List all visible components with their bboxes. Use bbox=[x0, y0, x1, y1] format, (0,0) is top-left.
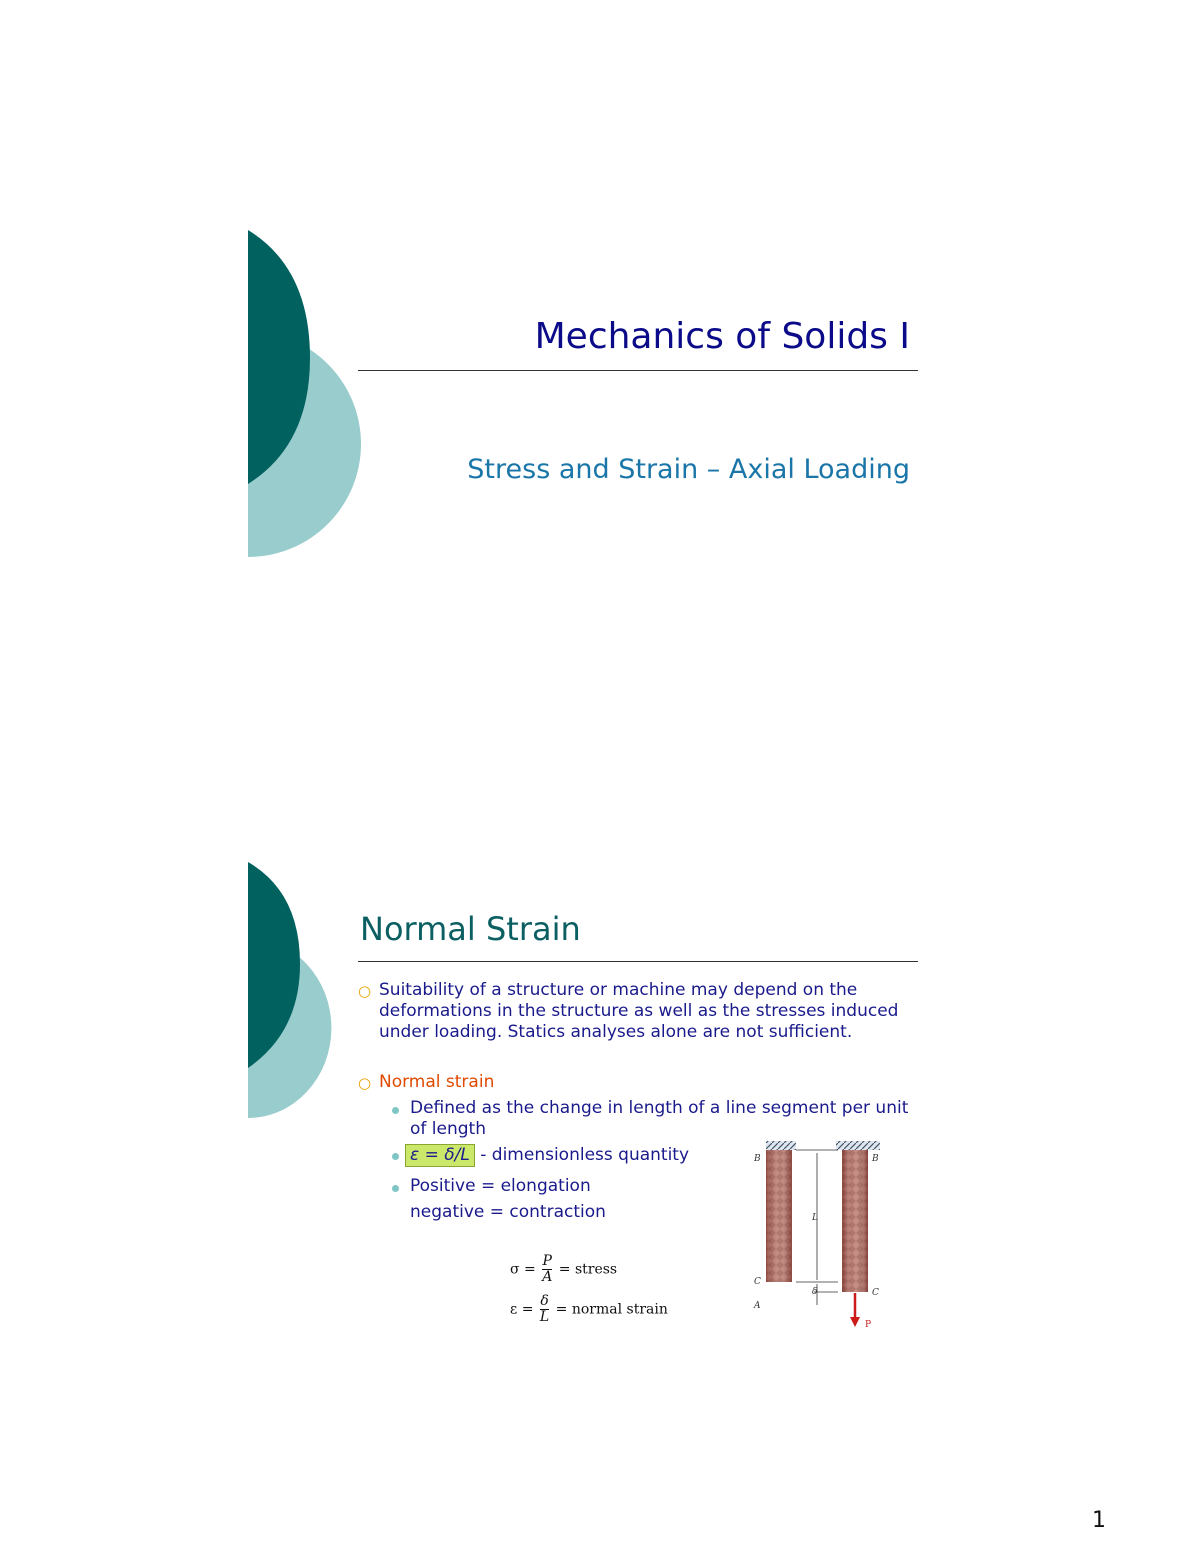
sub-bullet-marker bbox=[392, 1185, 399, 1192]
bullet-marker: ○ bbox=[358, 982, 372, 1000]
strain-lhs: ε = bbox=[510, 1301, 534, 1318]
dimensionless-text: - dimensionless quantity bbox=[480, 1145, 690, 1165]
stress-numerator: P bbox=[542, 1253, 552, 1269]
strain-denominator: L bbox=[539, 1309, 550, 1325]
label-b-right: B bbox=[872, 1154, 879, 1164]
sub-bullet-marker bbox=[392, 1107, 399, 1114]
strain-fraction bbox=[540, 1294, 549, 1325]
stress-formula bbox=[510, 1254, 617, 1285]
decorative-circles bbox=[248, 230, 348, 560]
stress-label: = stress bbox=[558, 1261, 618, 1278]
page-number: 1 bbox=[1092, 1508, 1106, 1533]
normal-strain-slide bbox=[248, 862, 928, 1342]
slide-title: Normal Strain bbox=[360, 910, 581, 948]
strain-equation-box: ε = δ/L bbox=[405, 1144, 475, 1167]
label-c-right: C bbox=[872, 1288, 879, 1298]
stress-denominator: A bbox=[542, 1269, 553, 1285]
strain-numerator: δ bbox=[540, 1293, 549, 1309]
title-slide bbox=[248, 230, 928, 560]
sub-bullet-marker bbox=[392, 1153, 399, 1160]
bullet-marker: ○ bbox=[358, 1074, 372, 1092]
label-c-left: C bbox=[754, 1277, 761, 1287]
label-a: A bbox=[754, 1301, 761, 1311]
stress-lhs: σ = bbox=[510, 1261, 536, 1278]
label-p: P bbox=[865, 1320, 872, 1330]
label-l: L bbox=[812, 1213, 818, 1223]
label-delta: δ bbox=[812, 1287, 818, 1297]
strain-formula bbox=[510, 1294, 668, 1325]
bullet-normal-strain: Normal strain bbox=[379, 1072, 495, 1092]
sub-bullet-positive: Positive = elongation bbox=[410, 1176, 591, 1196]
stress-fraction bbox=[542, 1254, 552, 1285]
title-divider bbox=[358, 370, 918, 371]
strain-label: = normal strain bbox=[555, 1301, 668, 1318]
decorative-circles bbox=[248, 862, 348, 1122]
load-arrowhead bbox=[850, 1317, 860, 1327]
sub-bullet-definition: Defined as the change in length of a line segment per unit of length bbox=[410, 1098, 909, 1139]
label-b-left: B bbox=[754, 1154, 761, 1164]
bullet-suitability: Suitability of a structure or machine may depend on the deformations in the structure as well as the stresses induced under loading. Statics analyses alone are not sufficient. bbox=[379, 980, 899, 1042]
title-divider bbox=[358, 961, 918, 962]
slide-title: Mechanics of Solids I bbox=[534, 316, 910, 357]
sub-bullet-equation bbox=[405, 1144, 689, 1167]
right-support bbox=[836, 1141, 880, 1150]
rod-elongation-figure bbox=[748, 1137, 898, 1332]
left-support bbox=[766, 1141, 796, 1150]
sub-bullet-negative: negative = contraction bbox=[410, 1202, 606, 1222]
slide-subtitle: Stress and Strain – Axial Loading bbox=[467, 454, 910, 485]
